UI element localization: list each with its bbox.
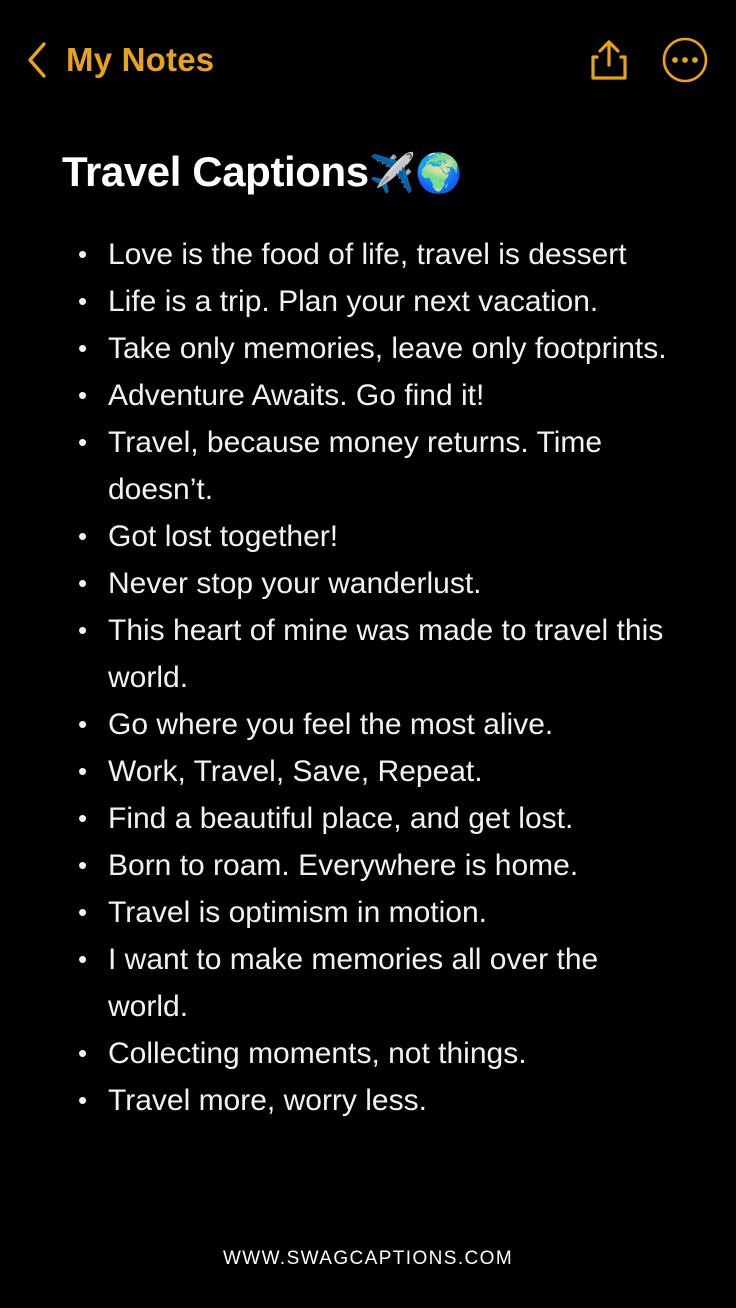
list-item: • Never stop your wanderlust. — [72, 560, 672, 607]
navigation-actions — [586, 37, 708, 83]
note-title-text: Travel Captions — [62, 148, 369, 195]
caption-list — [62, 231, 696, 1124]
list-item: • Adventure Awaits. Go find it! — [72, 372, 672, 419]
note-content[interactable] — [0, 120, 736, 1124]
list-item: • Got lost together! — [72, 513, 672, 560]
list-item: • This heart of mine was made to travel this world. — [72, 607, 672, 701]
list-item: • Love is the food of life, travel is dessert — [72, 231, 672, 278]
list-item: • Work, Travel, Save, Repeat. — [72, 748, 672, 795]
airplane-globe-emoji: ✈️🌍 — [368, 153, 462, 195]
watermark: WWW.SWAGCAPTIONS.COM — [222, 1248, 514, 1269]
share-icon[interactable] — [586, 37, 632, 83]
list-item: • Life is a trip. Plan your next vacation. — [72, 278, 672, 325]
list-item: • Travel more, worry less. — [72, 1077, 672, 1124]
list-item: • Find a beautiful place, and get lost. — [72, 795, 672, 842]
list-item: • Travel, because money returns. Time doesn’t. — [72, 419, 672, 513]
chevron-left-icon[interactable] — [24, 40, 50, 80]
navigation-bar — [0, 0, 736, 120]
list-item: • I want to make memories all over the world. — [72, 936, 672, 1030]
list-item: • Born to roam. Everywhere is home. — [72, 842, 672, 889]
list-item: • Travel is optimism in motion. — [72, 889, 672, 936]
list-item: • Take only memories, leave only footprints. — [72, 325, 672, 372]
back-button-label[interactable]: My Notes — [66, 41, 215, 78]
list-item: • Collecting moments, not things. — [72, 1030, 672, 1077]
note-title — [62, 148, 696, 197]
back-button[interactable] — [24, 40, 214, 80]
ellipsis-circle-icon[interactable] — [662, 37, 708, 83]
list-item: • Go where you feel the most alive. — [72, 701, 672, 748]
